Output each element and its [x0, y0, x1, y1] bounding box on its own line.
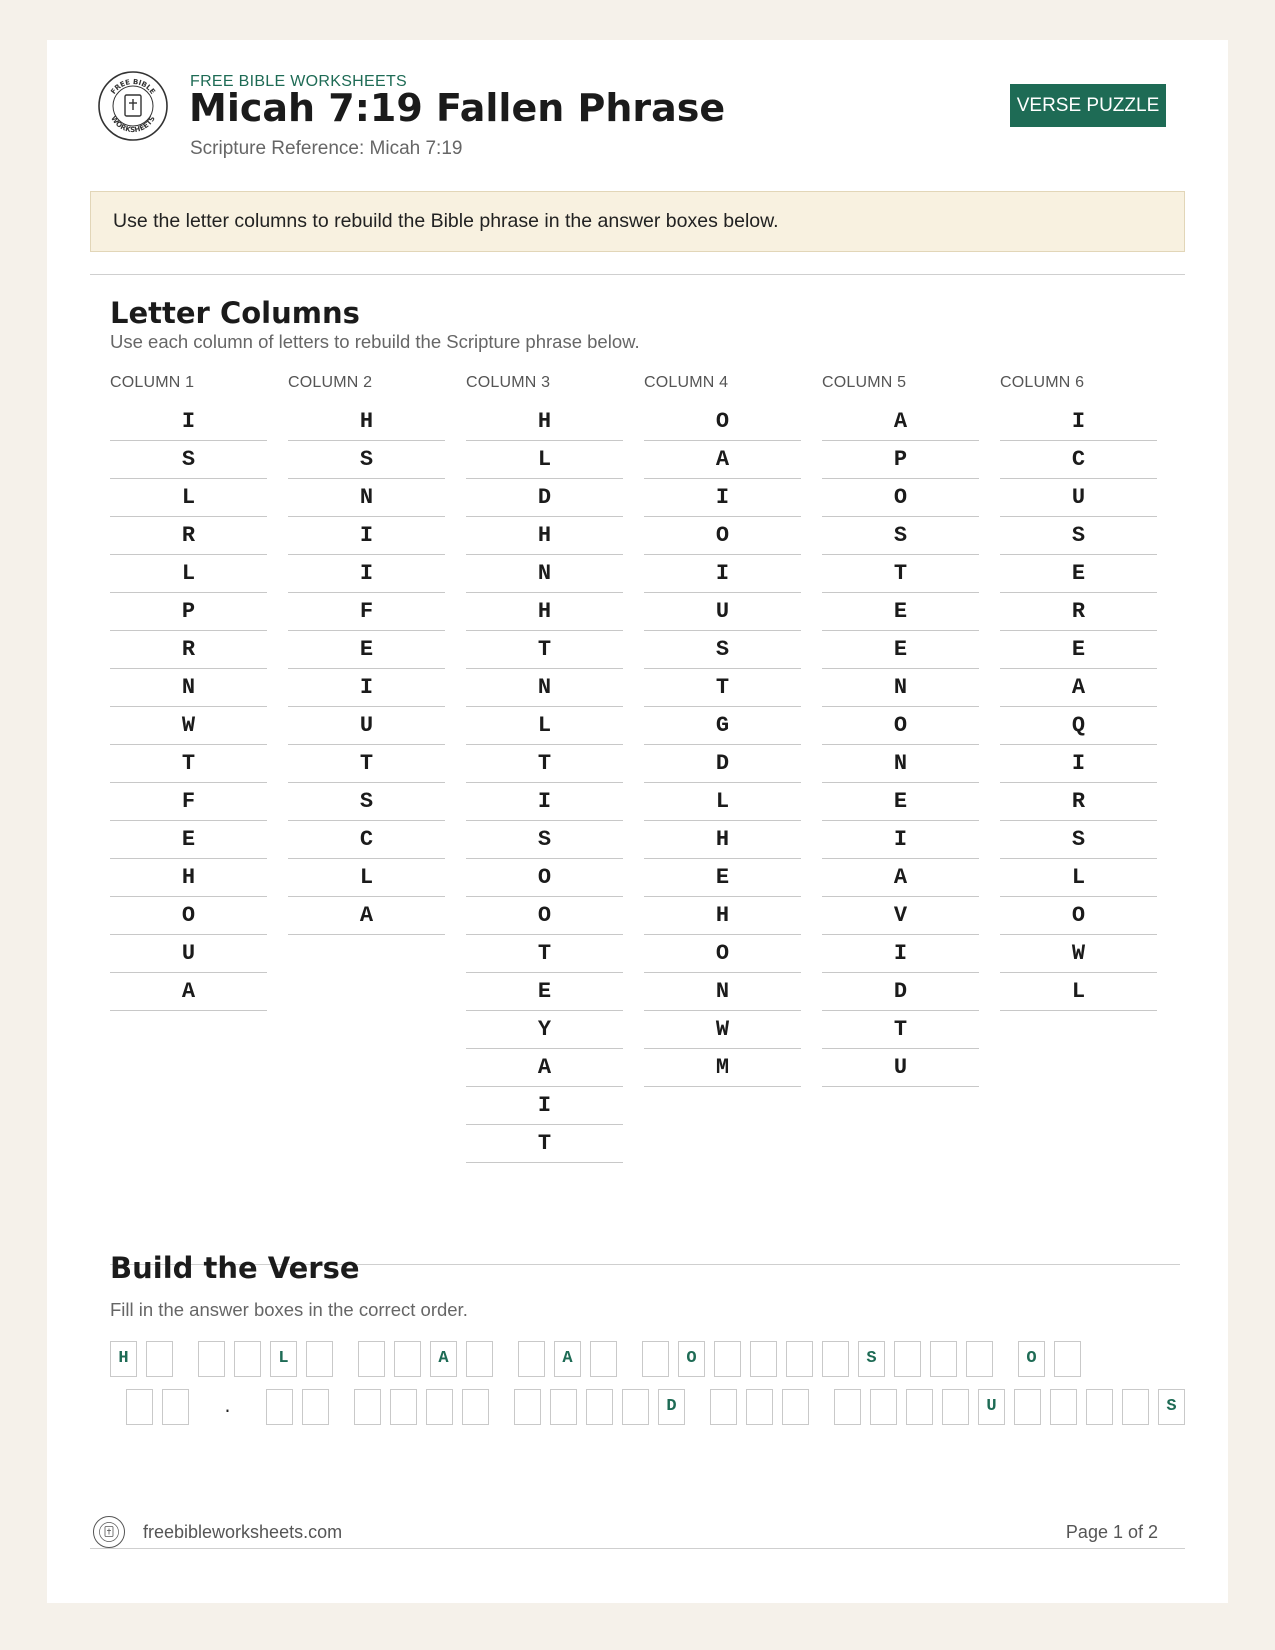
worksheet-page: [47, 40, 1228, 1603]
letter-cell: C: [288, 821, 445, 859]
answer-box[interactable]: [514, 1389, 541, 1425]
letter-columns-title: Letter Columns: [110, 296, 360, 330]
letter-cell: H: [644, 821, 801, 859]
answer-box[interactable]: [358, 1341, 385, 1377]
letter-cell: S: [466, 821, 623, 859]
letter-cell: A: [822, 403, 979, 441]
letter-cell: S: [822, 517, 979, 555]
letter-cell: C: [1000, 441, 1157, 479]
letter-cell: H: [466, 517, 623, 555]
letter-cell: I: [288, 555, 445, 593]
letter-cell: N: [822, 745, 979, 783]
letter-columns: [110, 375, 1210, 1245]
answer-box[interactable]: [1086, 1389, 1113, 1425]
letter-cell: N: [110, 669, 267, 707]
letter-cell: O: [822, 479, 979, 517]
letter-column-1: [110, 375, 267, 1011]
letter-cell: U: [1000, 479, 1157, 517]
letter-cell: U: [644, 593, 801, 631]
letter-cell: N: [466, 669, 623, 707]
letter-cell: I: [466, 783, 623, 821]
answer-box[interactable]: [786, 1341, 813, 1377]
answer-box[interactable]: [966, 1341, 993, 1377]
letter-cell: I: [110, 403, 267, 441]
punctuation-mark: .: [222, 1399, 233, 1418]
letter-cell: S: [1000, 517, 1157, 555]
answer-box[interactable]: H: [110, 1341, 137, 1377]
answer-box[interactable]: [462, 1389, 489, 1425]
answer-box[interactable]: U: [978, 1389, 1005, 1425]
letter-cell: T: [466, 745, 623, 783]
bible-logo-icon: [97, 70, 169, 142]
letter-cell: E: [644, 859, 801, 897]
letter-cell: A: [466, 1049, 623, 1087]
letter-cell: E: [822, 783, 979, 821]
letter-column-2: [288, 375, 445, 935]
answer-box[interactable]: [590, 1341, 617, 1377]
letter-cell: L: [288, 859, 445, 897]
letter-cell: U: [110, 935, 267, 973]
column-label: COLUMN 3: [466, 374, 551, 391]
answer-box[interactable]: [714, 1341, 741, 1377]
footer-logo-icon: [92, 1515, 126, 1549]
letter-cell: O: [644, 935, 801, 973]
answer-box[interactable]: [198, 1341, 225, 1377]
letter-cell: P: [110, 593, 267, 631]
answer-box[interactable]: [390, 1389, 417, 1425]
answer-box[interactable]: S: [1158, 1389, 1185, 1425]
letter-cell: F: [110, 783, 267, 821]
letter-cell: O: [822, 707, 979, 745]
column-label: COLUMN 1: [110, 374, 195, 391]
letter-cell: I: [288, 517, 445, 555]
letter-cell: U: [822, 1049, 979, 1087]
letter-cell: H: [110, 859, 267, 897]
letter-columns-description: Use each column of letters to rebuild the Scripture phrase below.: [110, 331, 640, 352]
page-number: Page 1 of 2: [1065, 1522, 1158, 1542]
answer-box[interactable]: [870, 1389, 897, 1425]
letter-cell: O: [644, 517, 801, 555]
answer-box[interactable]: L: [270, 1341, 297, 1377]
answer-box[interactable]: [894, 1341, 921, 1377]
answer-box[interactable]: [746, 1389, 773, 1425]
letter-cell: E: [110, 821, 267, 859]
letter-cell: T: [822, 1011, 979, 1049]
letter-cell: W: [110, 707, 267, 745]
letter-cell: I: [822, 821, 979, 859]
answer-box[interactable]: [1054, 1341, 1081, 1377]
svg-text:WORKSHEETS: WORKSHEETS: [109, 114, 157, 135]
answer-box[interactable]: A: [430, 1341, 457, 1377]
letter-cell: W: [644, 1011, 801, 1049]
answer-box[interactable]: O: [1018, 1341, 1045, 1377]
letter-cell: V: [822, 897, 979, 935]
letter-cell: E: [288, 631, 445, 669]
answer-box[interactable]: [394, 1341, 421, 1377]
letter-cell: E: [1000, 555, 1157, 593]
letter-cell: H: [466, 593, 623, 631]
letter-cell: M: [644, 1049, 801, 1087]
build-verse-description: Fill in the answer boxes in the correct order.: [110, 1299, 468, 1320]
letter-cell: N: [644, 973, 801, 1011]
letter-cell: T: [466, 935, 623, 973]
letter-cell: A: [822, 859, 979, 897]
divider: [90, 274, 1185, 275]
letter-cell: E: [822, 593, 979, 631]
answer-box[interactable]: [306, 1341, 333, 1377]
answer-box[interactable]: [822, 1341, 849, 1377]
answer-box[interactable]: [782, 1389, 809, 1425]
footer-website: freebibleworksheets.com: [143, 1522, 343, 1542]
letter-cell: A: [1000, 669, 1157, 707]
answer-box[interactable]: [426, 1389, 453, 1425]
letter-cell: P: [822, 441, 979, 479]
letter-cell: Q: [1000, 707, 1157, 745]
answer-box[interactable]: [126, 1389, 153, 1425]
answer-box[interactable]: [834, 1389, 861, 1425]
letter-cell: D: [822, 973, 979, 1011]
letter-cell: H: [644, 897, 801, 935]
letter-cell: N: [288, 479, 445, 517]
answer-box[interactable]: [906, 1389, 933, 1425]
letter-cell: L: [466, 441, 623, 479]
answer-box[interactable]: [266, 1389, 293, 1425]
answer-box[interactable]: [162, 1389, 189, 1425]
page-title: Micah 7:19 Fallen Phrase: [189, 86, 726, 130]
letter-column-3: [466, 375, 623, 1163]
answer-box[interactable]: [942, 1389, 969, 1425]
letter-cell: S: [110, 441, 267, 479]
letter-cell: D: [644, 745, 801, 783]
letter-cell: I: [288, 669, 445, 707]
letter-cell: H: [288, 403, 445, 441]
letter-cell: O: [110, 897, 267, 935]
letter-cell: Y: [466, 1011, 623, 1049]
letter-cell: I: [644, 479, 801, 517]
answer-box[interactable]: [466, 1341, 493, 1377]
scripture-reference: Scripture Reference: Micah 7:19: [190, 138, 463, 159]
letter-cell: L: [1000, 859, 1157, 897]
letter-column-4: [644, 375, 801, 1087]
verse-puzzle-badge: VERSE PUZZLE: [1010, 84, 1166, 127]
letter-cell: E: [1000, 631, 1157, 669]
column-label: COLUMN 5: [822, 374, 907, 391]
column-label: COLUMN 4: [644, 374, 729, 391]
letter-cell: I: [1000, 745, 1157, 783]
answer-box[interactable]: [622, 1389, 649, 1425]
answer-box[interactable]: [234, 1341, 261, 1377]
instruction-box: Use the letter columns to rebuild the Bible phrase in the answer boxes below.: [90, 191, 1185, 252]
letter-cell: O: [644, 403, 801, 441]
letter-cell: E: [822, 631, 979, 669]
answer-box[interactable]: [750, 1341, 777, 1377]
letter-cell: A: [288, 897, 445, 935]
answer-box[interactable]: S: [858, 1341, 885, 1377]
letter-cell: L: [466, 707, 623, 745]
letter-cell: L: [644, 783, 801, 821]
answer-box[interactable]: [550, 1389, 577, 1425]
letter-cell: I: [644, 555, 801, 593]
letter-cell: F: [288, 593, 445, 631]
answer-box[interactable]: [710, 1389, 737, 1425]
letter-cell: R: [110, 517, 267, 555]
answer-box[interactable]: [930, 1341, 957, 1377]
answer-box[interactable]: [586, 1389, 613, 1425]
letter-cell: G: [644, 707, 801, 745]
answer-box[interactable]: [1050, 1389, 1077, 1425]
letter-cell: T: [466, 1125, 623, 1163]
letter-cell: S: [644, 631, 801, 669]
letter-cell: U: [288, 707, 445, 745]
answer-box[interactable]: [1122, 1389, 1149, 1425]
letter-cell: S: [288, 783, 445, 821]
answer-box[interactable]: [302, 1389, 329, 1425]
letter-cell: O: [1000, 897, 1157, 935]
letter-cell: T: [110, 745, 267, 783]
letter-cell: I: [1000, 403, 1157, 441]
letter-cell: N: [466, 555, 623, 593]
letter-cell: O: [466, 897, 623, 935]
letter-cell: H: [466, 403, 623, 441]
column-label: COLUMN 6: [1000, 374, 1085, 391]
answer-box[interactable]: A: [554, 1341, 581, 1377]
letter-cell: I: [466, 1087, 623, 1125]
answer-box[interactable]: [518, 1341, 545, 1377]
letter-cell: S: [288, 441, 445, 479]
build-verse-title: Build the Verse: [110, 1251, 360, 1285]
svg-text:FREE BIBLE: FREE BIBLE: [109, 77, 157, 96]
letter-cell: A: [110, 973, 267, 1011]
letter-cell: L: [1000, 973, 1157, 1011]
letter-cell: L: [110, 479, 267, 517]
letter-cell: O: [466, 859, 623, 897]
answer-box[interactable]: [146, 1341, 173, 1377]
letter-cell: L: [110, 555, 267, 593]
letter-cell: R: [1000, 783, 1157, 821]
letter-cell: T: [288, 745, 445, 783]
letter-cell: E: [466, 973, 623, 1011]
answer-box[interactable]: [1014, 1389, 1041, 1425]
letter-column-5: [822, 375, 979, 1087]
letter-cell: A: [644, 441, 801, 479]
letter-cell: S: [1000, 821, 1157, 859]
column-label: COLUMN 2: [288, 374, 373, 391]
letter-cell: D: [466, 479, 623, 517]
letter-cell: R: [1000, 593, 1157, 631]
letter-cell: I: [822, 935, 979, 973]
answer-box[interactable]: [354, 1389, 381, 1425]
letter-cell: T: [644, 669, 801, 707]
letter-cell: W: [1000, 935, 1157, 973]
answer-box[interactable]: O: [678, 1341, 705, 1377]
letter-column-6: [1000, 375, 1157, 1011]
letter-cell: N: [822, 669, 979, 707]
letter-cell: R: [110, 631, 267, 669]
letter-cell: T: [466, 631, 623, 669]
answer-box[interactable]: D: [658, 1389, 685, 1425]
brand-name: FREE BIBLE WORKSHEETS: [190, 73, 408, 90]
answer-box[interactable]: [642, 1341, 669, 1377]
letter-cell: T: [822, 555, 979, 593]
footer-divider: [90, 1548, 1185, 1549]
